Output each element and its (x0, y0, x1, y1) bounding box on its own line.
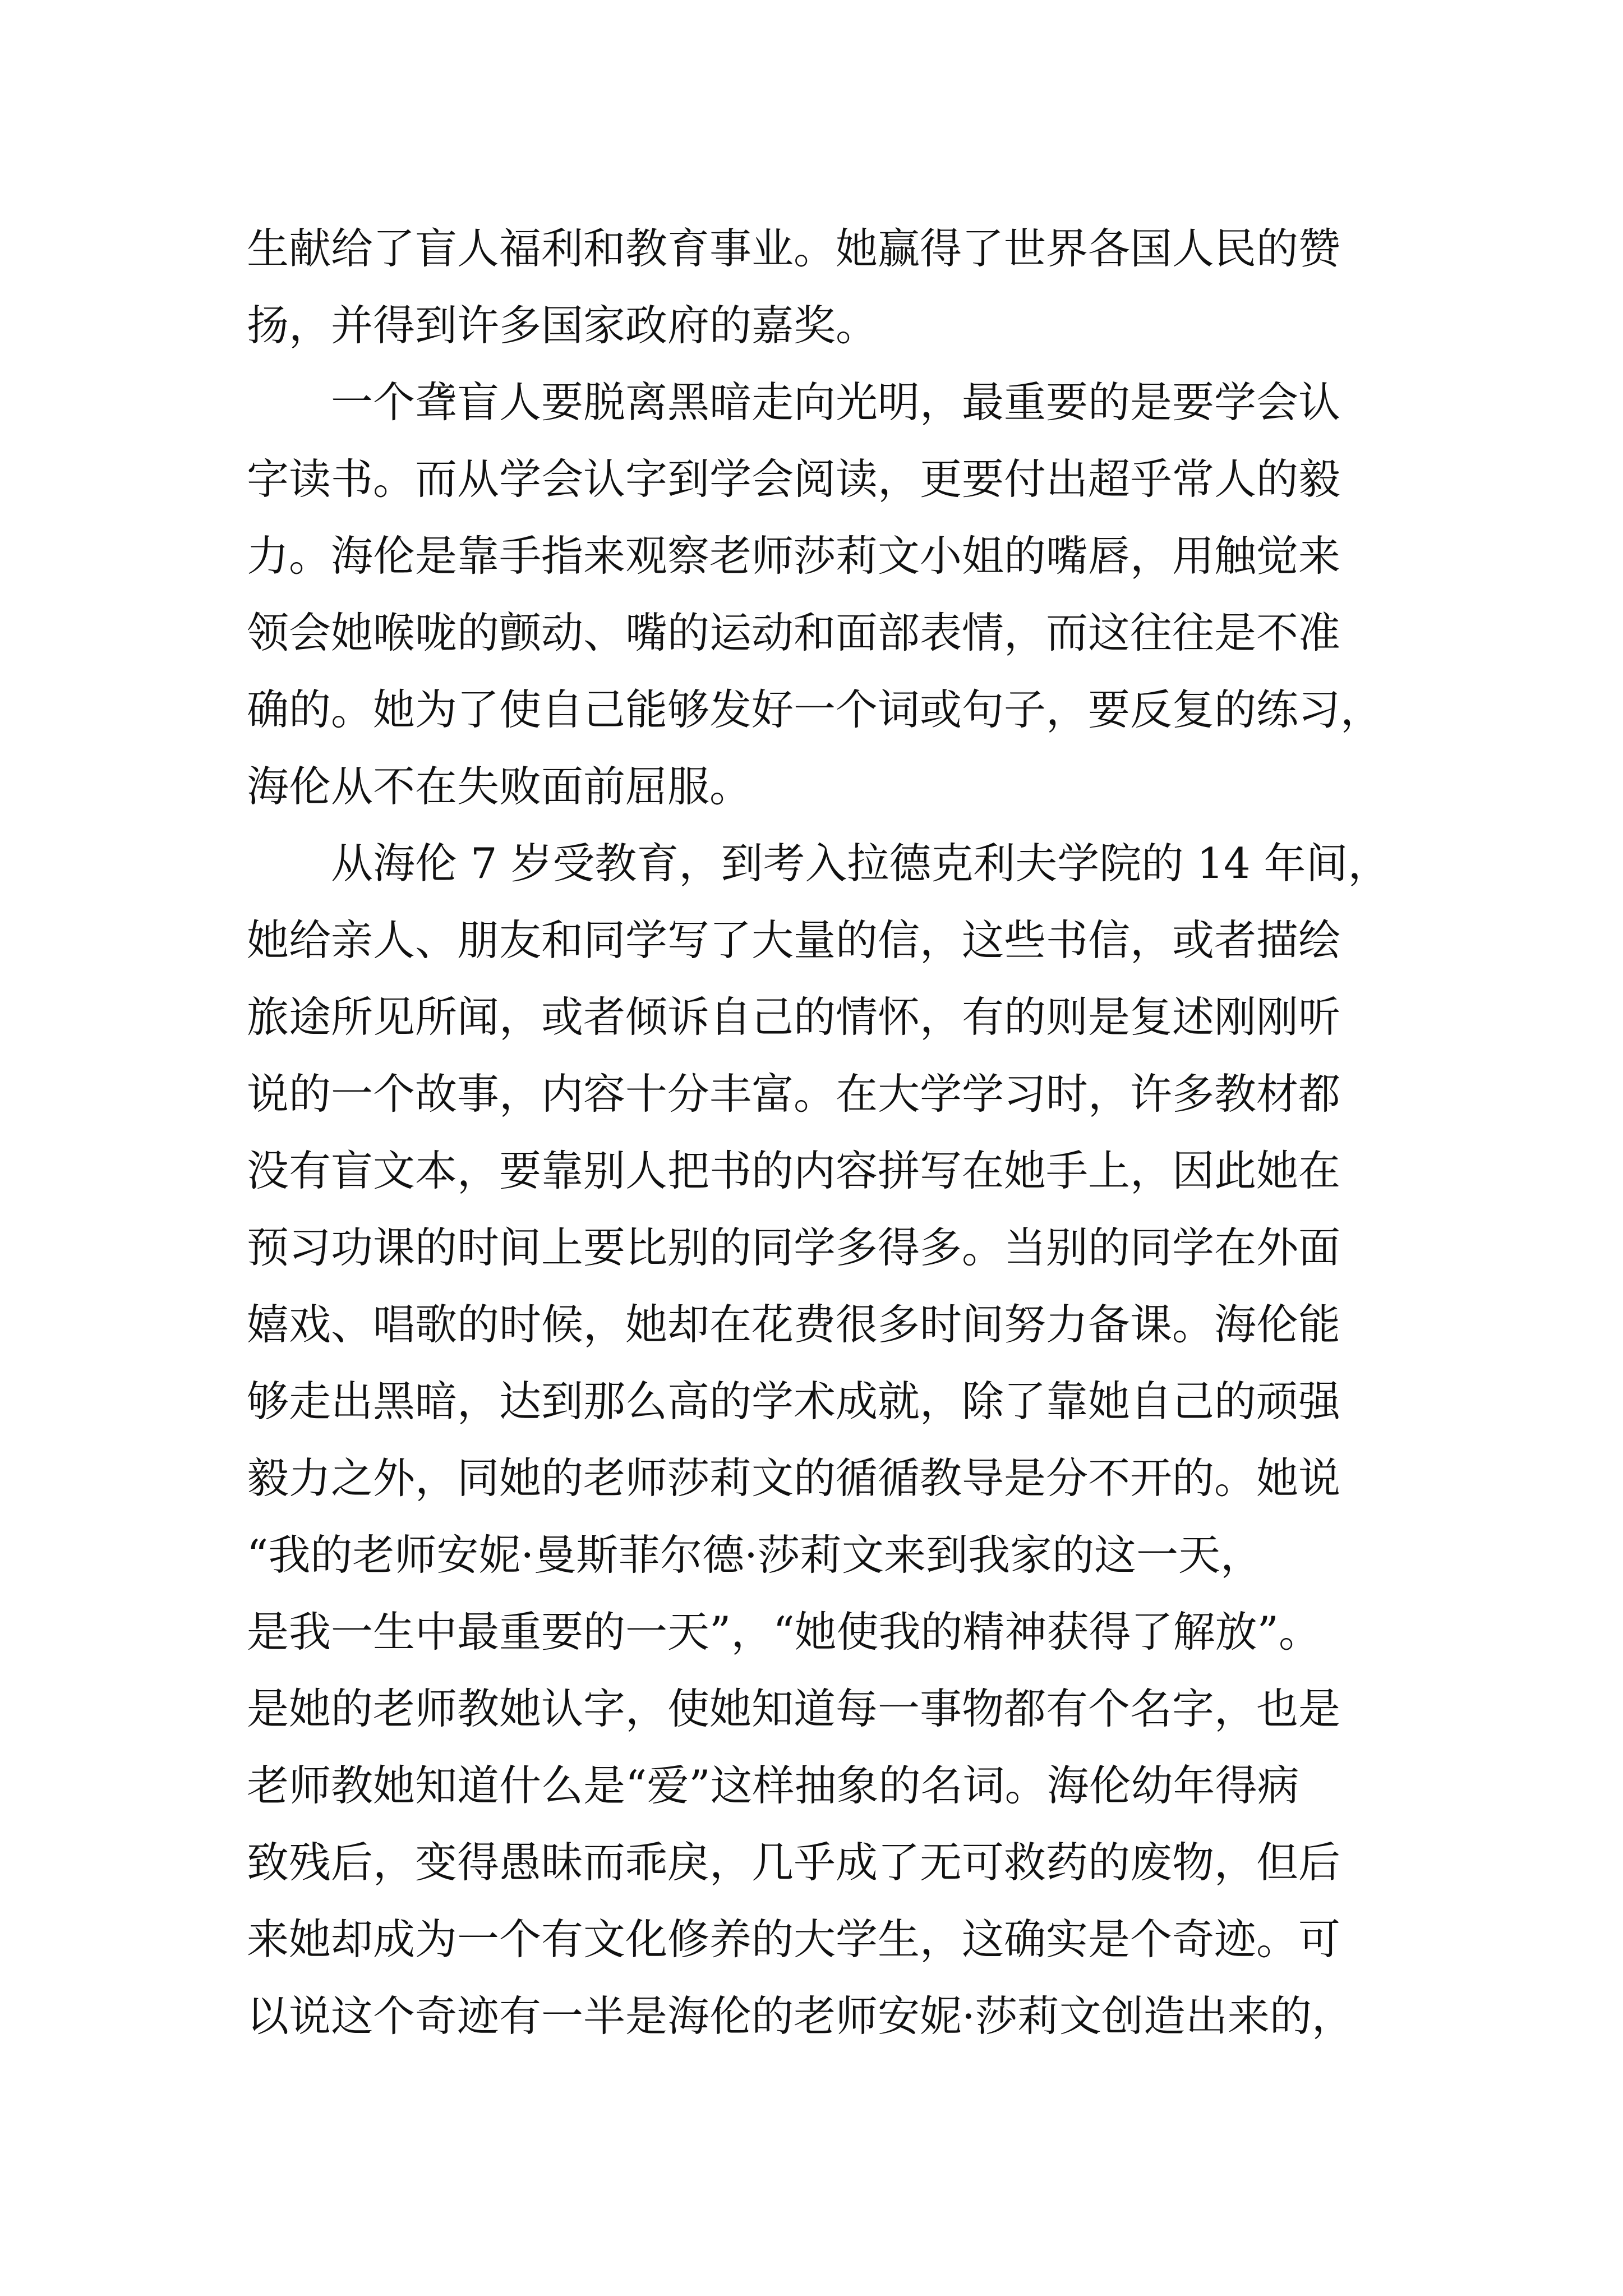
text-line: 字读书。而从学会认字到学会阅读，更要付出超乎常人的毅 (247, 454, 1341, 504)
text-line: 没有盲文本，要靠别人把书的内容拼写在她手上，因此她在 (247, 1146, 1341, 1195)
text-line: 致残后，变得愚昧而乖戾，几乎成了无可救药的废物，但后 (247, 1838, 1341, 1887)
text-line: 是我一生中最重要的一天”，“她使我的精神获得了解放”。 (247, 1607, 1321, 1657)
text-line: 领会她喉咙的颤动、嘴的运动和面部表情，而这往往是不准 (247, 608, 1341, 657)
text-line: “我的老师安妮·曼斯菲尔德·莎莉文来到我家的这一天， (247, 1530, 1263, 1580)
text-line: 是她的老师教她认字，使她知道每一事物都有个名字，也是 (247, 1684, 1341, 1733)
text-line: 说的一个故事，内容十分丰富。在大学学习时，许多教材都 (247, 1069, 1341, 1119)
text-line: 确的。她为了使自己能够发好一个词或句子，要反复的练习， (247, 685, 1383, 734)
text-line: 海伦从不在失败面前屈服。 (247, 762, 752, 811)
text-line: 以说这个奇迹有一半是海伦的老师安妮·莎莉文创造出来的， (247, 1991, 1354, 2041)
text-line: 来她却成为一个有文化修养的大学生，这确实是个奇迹。可 (247, 1915, 1341, 1964)
text-line: 够走出黑暗，达到那么高的学术成就，除了靠她自己的顽强 (247, 1377, 1341, 1426)
text-line: 生献给了盲人福利和教育事业。她赢得了世界各国人民的赞 (247, 224, 1341, 273)
text-line: 预习功课的时间上要比别的同学多得多。当别的同学在外面 (247, 1223, 1341, 1272)
text-line: 老师教她知道什么是“爱”这样抽象的名词。海伦幼年得病 (247, 1761, 1299, 1810)
text-line: 毅力之外，同她的老师莎莉文的循循教导是分不开的。她说 (247, 1453, 1341, 1503)
text-line: 扬，并得到许多国家政府的嘉奖。 (247, 301, 878, 350)
text-line: 一个聋盲人要脱离黑暗走向光明，最重要的是要学会认 (247, 378, 1341, 427)
body-text (247, 210, 1390, 2055)
text-line: 旅途所见所闻，或者倾诉自己的情怀，有的则是复述刚刚听 (247, 992, 1341, 1042)
text-line: 她给亲人、朋友和同学写了大量的信，这些书信，或者描绘 (247, 915, 1341, 965)
text-line: 力。海伦是靠手指来观察老师莎莉文小姐的嘴唇，用触觉来 (247, 531, 1341, 581)
text-line: 从海伦 7 岁受教育，到考入拉德克利夫学院的 14 年间， (247, 839, 1390, 888)
text-line: 嬉戏、唱歌的时候，她却在花费很多时间努力备课。海伦能 (247, 1300, 1341, 1349)
